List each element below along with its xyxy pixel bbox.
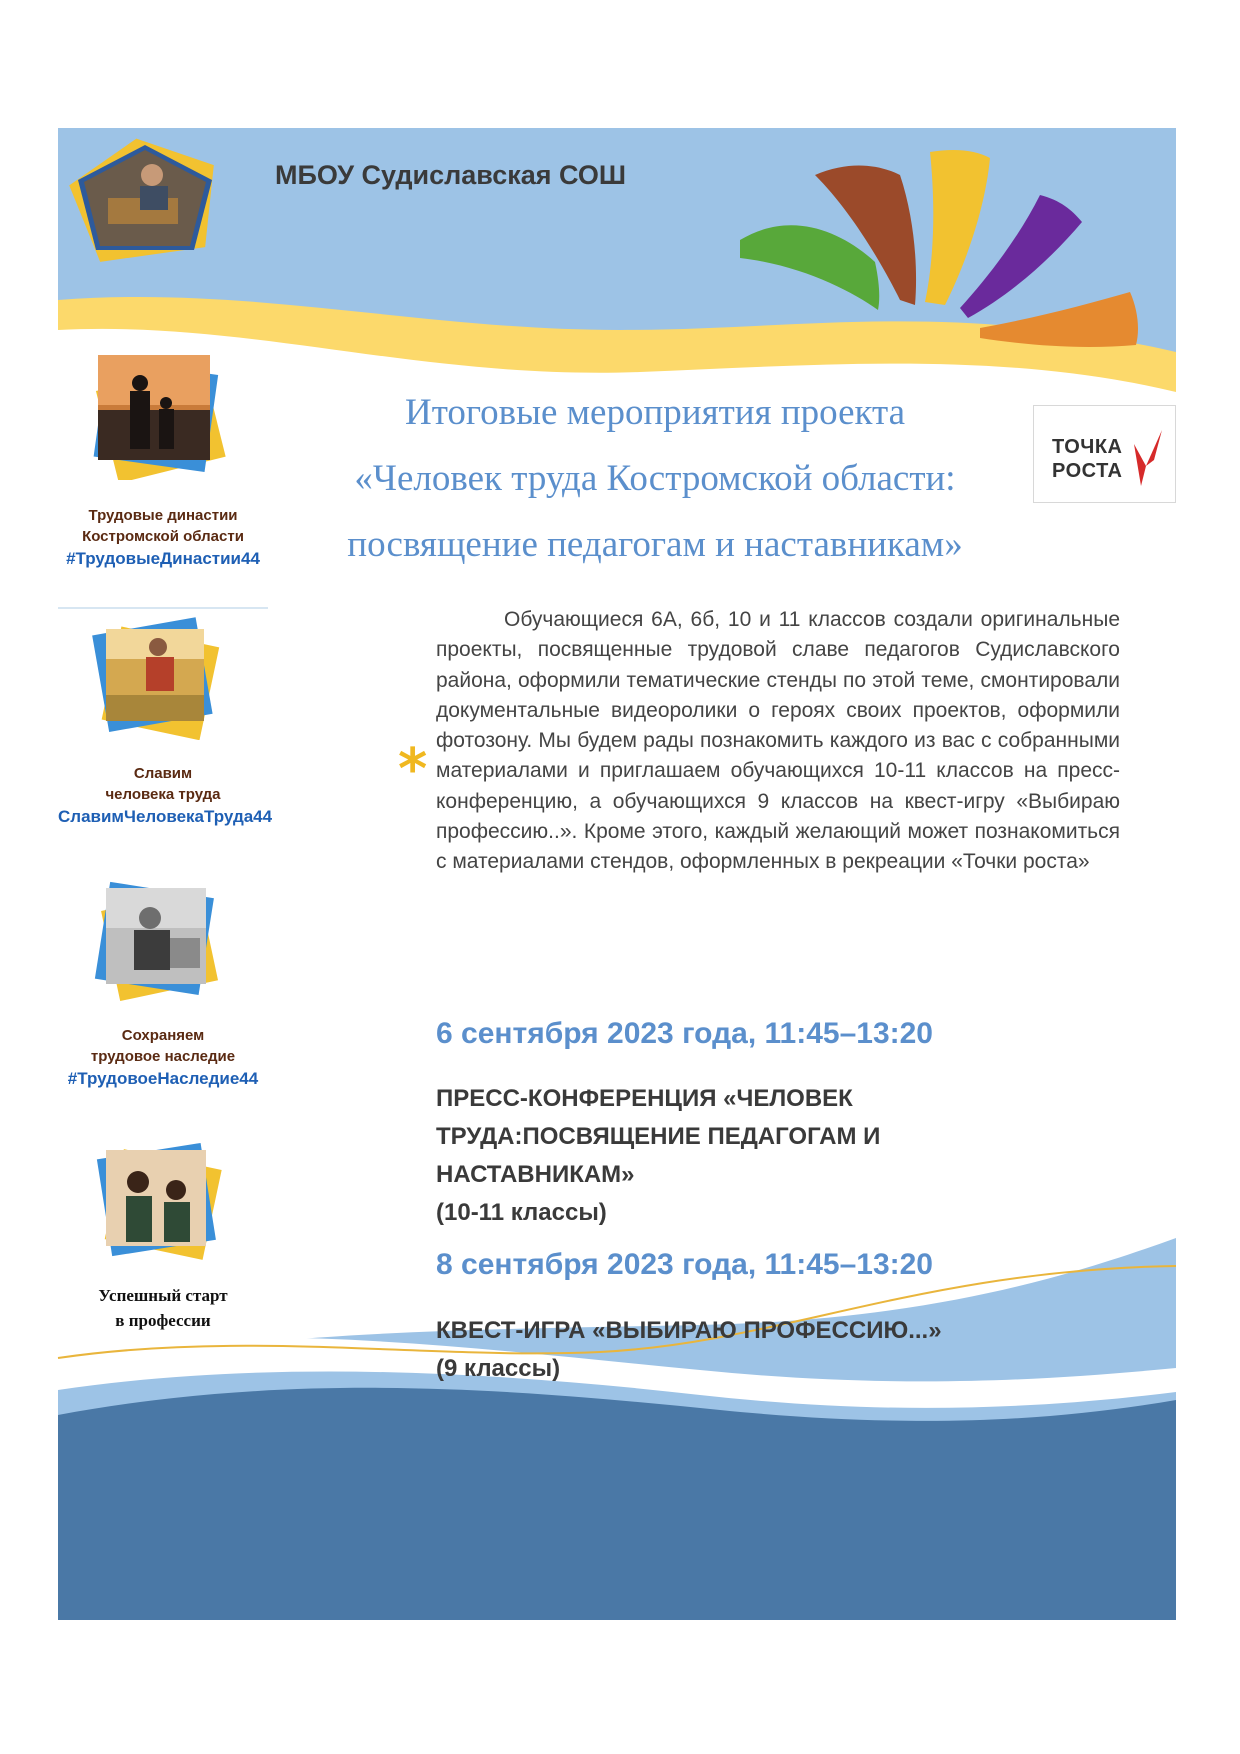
event-2-audience: (9 классы) — [436, 1355, 561, 1382]
sidebar-caption-2 — [58, 763, 273, 828]
sidebar-photo-4 — [90, 1140, 230, 1265]
event-2-date: 8 сентября 2023 года, 11:45–13:20 — [436, 1248, 933, 1281]
logo-text — [1052, 435, 1122, 483]
event-1-details — [436, 1080, 1136, 1232]
sidebar-caption-1 — [58, 505, 268, 570]
title-line-3: посвящение педагогам и наставникам» — [347, 524, 963, 565]
caption-line: Сохраняем — [121, 1027, 205, 1044]
sidebar-caption-3 — [58, 1025, 268, 1090]
sidebar-photo-3 — [88, 878, 228, 1003]
page-title — [275, 380, 1035, 578]
bottom-dark-wave — [58, 1388, 1176, 1620]
sidebar-photo-1 — [88, 355, 228, 480]
title-line-1: Итоговые мероприятия проекта — [404, 392, 906, 433]
asterisk-icon: * — [398, 737, 428, 802]
caption-line: трудовое наследие — [90, 1048, 236, 1065]
caption-line: Славим — [133, 765, 193, 782]
sidebar-photo-2 — [86, 615, 226, 740]
event-2-details — [436, 1312, 1136, 1388]
caption-line: Трудовые династии — [88, 507, 238, 524]
event-1-title-line: ПРЕСС-КОНФЕРЕНЦИЯ «ЧЕЛОВЕК — [436, 1085, 853, 1112]
event-1-audience: (10-11 классы) — [436, 1199, 607, 1226]
caption-line: человека труда — [105, 786, 221, 803]
caption-line: в профессии — [115, 1311, 211, 1330]
event-2-title-line: КВЕСТ-ИГРА «ВЫБИРАЮ ПРОФЕССИЮ...» — [436, 1317, 942, 1344]
logo-mark-icon — [1126, 426, 1166, 488]
hashtag: СлавимЧеловекаТруда44 — [58, 807, 273, 826]
event-1-title-line: ТРУДА:ПОСВЯЩЕНИЕ ПЕДАГОГАМ И — [436, 1123, 881, 1150]
event-1-title-line: НАСТАВНИКАМ» — [436, 1161, 635, 1188]
tochka-rosta-logo — [1033, 405, 1176, 503]
caption-line: Костромской области — [82, 528, 244, 545]
title-line-2: «Человек труда Костромской области: — [354, 458, 956, 499]
hashtag: #ТрудовыеДинастии44 — [66, 549, 260, 568]
logo-line-2: РОСТА — [1052, 460, 1123, 482]
school-name: МБОУ Судиславская СОШ — [275, 160, 626, 190]
logo-line-1: ТОЧКА — [1052, 436, 1123, 458]
sidebar-caption-4 — [58, 1283, 268, 1333]
event-1-date: 6 сентября 2023 года, 11:45–13:20 — [436, 1017, 933, 1050]
description-text: Обучающиеся 6А, 6б, 10 и 11 классов создали оригинальные проекты, посвященные трудовой славе педагогов Судиславского района, оформили тематические стенды по этой теме, смонтировали документальные видеоролики о героях своих проектов, оформили фотозону. Мы будем рады познакомить каждого из вас с собранными материалами и приглашаем обучающихся 10-11 классов на пресс-конференцию, а обучающихся 9 классов на квест-игру «Выбираю профессию..». Кроме этого, каждый желающий может познакомиться с материалами стендов, оформленных в рекреации «Точки роста» — [436, 608, 1120, 874]
hashtag: #ТрудовоеНаследие44 — [67, 1069, 259, 1088]
caption-line: Успешный старт — [98, 1286, 228, 1305]
